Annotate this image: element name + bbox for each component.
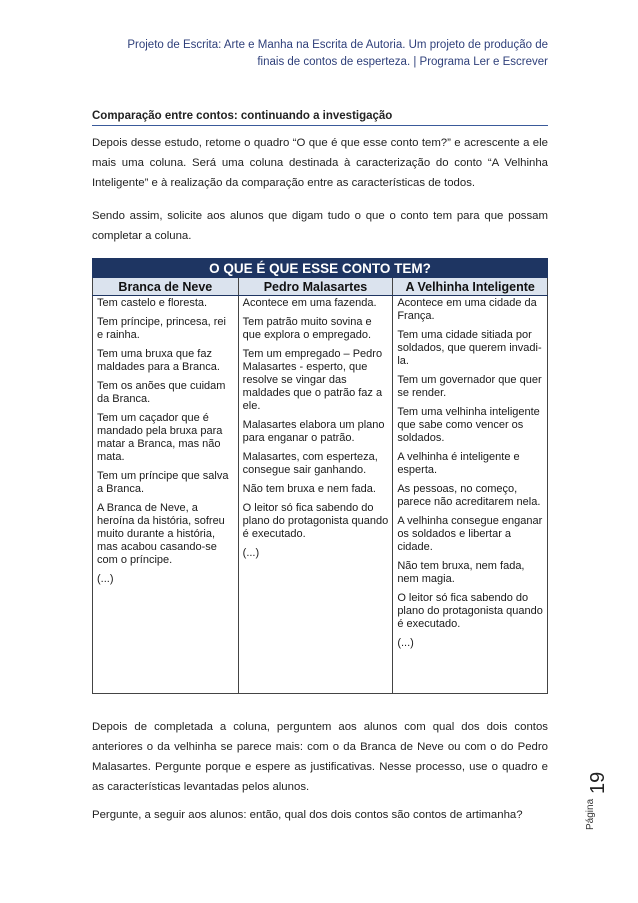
paragraph-1: Depois desse estudo, retome o quadro “O que é que esse conto tem?” e acrescente a ele mais uma coluna. Será uma coluna destinada à caracterização do conto “A Velhinha Inteligente” e à realização da comparação entre as características de todos. (92, 137, 548, 189)
header-line-1: Projeto de Escrita: Arte e Manha na Escrita de Autoria. Um projeto de produção de (127, 39, 548, 51)
page-number (583, 771, 609, 832)
list-item: Malasartes, com esperteza, consegue sair ganhando. (242, 451, 378, 476)
list-item: Tem os anões que cuidam da Branca. (97, 380, 226, 405)
list-item: A Branca de Neve, a heroína da história, sofreu muito durante a história, mas acabou casando-se com o príncipe. (97, 502, 225, 566)
paragraph-3: Depois de completada a coluna, perguntem aos alunos com qual dos dois contos anteriores o da velhinha se parece mais: com o da Branca de Neve ou com o do Pedro Malasartes. Pergunte porque e espere as justificativas. Nesse processo, use o quadro e as características levantadas pelos alunos. (92, 721, 548, 793)
list-item: Tem um caçador que é mandado pela bruxa para matar a Branca, mas não mata. (97, 412, 223, 463)
paragraph-2: Sendo assim, solicite aos alunos que digam tudo o que o conto tem para que possam completar a coluna. (92, 210, 548, 242)
list-item: Tem patrão muito sovina e que explora o empregado. (242, 316, 372, 341)
comparison-table (92, 258, 548, 694)
list-item: A velhinha é inteligente e esperta. (397, 451, 520, 476)
list-item: Não tem bruxa, nem fada, nem magia. (397, 560, 525, 585)
list-item: Tem um príncipe que salva a Branca. (97, 470, 229, 495)
page-number-value: 19 (587, 771, 609, 794)
list-item: As pessoas, no começo, parece não acreditarem nela. (397, 483, 541, 508)
paragraph-4: Pergunte, a seguir aos alunos: então, qual dos dois contos são contos de artimanha? (92, 809, 523, 821)
list-item: Acontece em uma fazenda. (242, 297, 377, 309)
list-item: (...) (242, 547, 260, 559)
list-item: Tem príncipe, princesa, rei e rainha. (97, 316, 226, 341)
list-item: Acontece em uma cidade da França. (397, 297, 537, 322)
list-item: (...) (97, 573, 114, 585)
page-header (92, 37, 548, 71)
list-item: Tem castelo e floresta. (97, 297, 208, 309)
table-title: O QUE É QUE ESSE CONTO TEM? (93, 259, 548, 278)
list-item: Tem uma velhinha inteligente que sabe como vencer os soldados. (397, 406, 540, 444)
list-item: A velhinha consegue enganar os soldados e libertar a cidade. (397, 515, 543, 553)
column-header-velhinha: A Velhinha Inteligente (393, 278, 548, 296)
column-header-pedro: Pedro Malasartes (238, 278, 393, 296)
column-pedro-cell (238, 296, 393, 694)
list-item: O leitor só fica sabendo do plano do protagonista quando é executado. (397, 592, 543, 630)
list-item: (...) (397, 637, 414, 649)
list-item: Tem um governador que quer se render. (397, 374, 542, 399)
column-header-branca: Branca de Neve (93, 278, 239, 296)
list-item: Tem uma cidade sitiada por soldados, que querem invadi-la. (397, 329, 542, 367)
list-item: Tem um empregado – Pedro Malasartes - esperto, que resolve se vingar das maldades que o patrão faz a ele. (242, 348, 383, 412)
list-item: Tem uma bruxa que faz maldades para a Branca. (97, 348, 220, 373)
list-item: Não tem bruxa e nem fada. (242, 483, 376, 495)
list-item: Malasartes elabora um plano para enganar o patrão. (242, 419, 385, 444)
column-velhinha-cell (393, 296, 548, 694)
list-item: O leitor só fica sabendo do plano do protagonista quando é executado. (242, 502, 389, 540)
section-title: Comparação entre contos: continuando a investigação (92, 110, 548, 126)
page-label: Página (585, 798, 596, 830)
column-branca-cell (93, 296, 239, 694)
header-line-2: finais de contos de esperteza. | Programa Ler e Escrever (257, 56, 548, 68)
